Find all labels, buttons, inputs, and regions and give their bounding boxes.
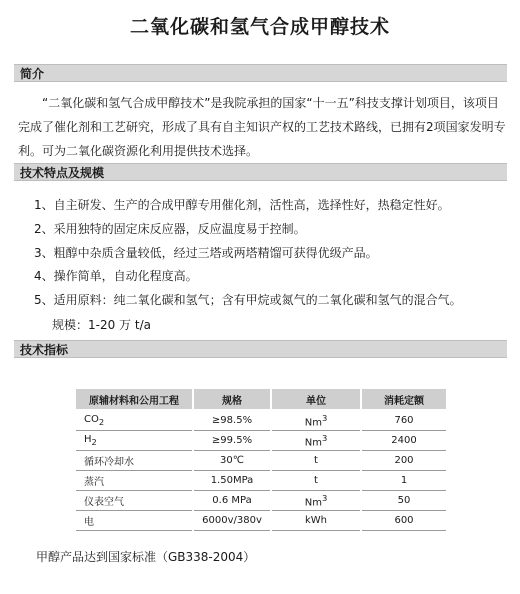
section-header-features: 技术特点及规模 (14, 163, 507, 181)
feature-item: 4、操作简单，自动化程度高。 (34, 269, 198, 283)
spec-cell: 6000v/380v (193, 511, 271, 531)
spec-cell: 30℃ (193, 451, 271, 471)
feature-item: 2、采用独特的固定床反应器，反应温度易于控制。 (34, 222, 306, 236)
superscript: 3 (321, 412, 328, 423)
unit-text: Nm (304, 497, 322, 509)
spec-cell: ≥99.5% (193, 431, 271, 451)
feature-item: 3、粗醇中杂质含量较低，经过三塔或两塔精馏可获得优级产品。 (34, 246, 378, 260)
material-name: 蒸汽 (84, 477, 104, 488)
table-header-row (75, 388, 447, 410)
unit-cell (271, 431, 361, 451)
unit-cell (271, 471, 361, 491)
column-header: 原辅材料和公用工程 (75, 388, 193, 410)
material-name: 仪表空气 (84, 497, 124, 508)
unit-cell (271, 491, 361, 511)
quota-cell: 200 (361, 451, 447, 471)
section-header-intro: 简介 (14, 64, 507, 82)
unit-text: Nm (304, 417, 322, 429)
section-header-indicators: 技术指标 (14, 340, 507, 358)
table-row (75, 451, 447, 471)
table-row (75, 511, 447, 531)
column-header: 规格 (193, 388, 271, 410)
column-header: 消耗定额 (361, 388, 447, 410)
material-cell (75, 431, 193, 451)
feature-item: 1、自主研发、生产的合成甲醇专用催化剂，活性高，选择性好，热稳定性好。 (34, 198, 450, 212)
material-name: 循环冷却水 (84, 457, 134, 468)
material-cell (75, 451, 193, 471)
table-row (75, 491, 447, 511)
spec-cell: ≥98.5% (193, 410, 271, 431)
unit-text: Nm (304, 437, 322, 449)
material-name: CO (84, 414, 99, 425)
material-name: H (84, 434, 92, 445)
standard-note: 甲醇产品达到国家标准（GB338-2004） (36, 550, 256, 564)
intro-paragraph: “二氧化碳和氢气合成甲醇技术”是我院承担的国家“十一五”科技支撑计划项目，该项目完成了催化剂和工艺研究，形成了具有自主知识产权的工艺技术路线，已拥有2项国家发明专利。可为二氧化碳资源化利用提供技术选择。 (18, 96, 506, 158)
unit-cell (271, 511, 361, 531)
unit-cell (271, 410, 361, 431)
superscript: 3 (321, 492, 328, 503)
table-row (75, 471, 447, 491)
material-name: 电 (84, 517, 94, 528)
feature-item: 5、适用原料：纯二氧化碳和氢气；含有甲烷或氮气的二氧化碳和氢气的混合气。 (34, 293, 462, 307)
scale-text: 规模：1-20 万 t/a (52, 318, 151, 332)
quota-cell: 1 (361, 471, 447, 491)
consumption-table (74, 387, 448, 531)
quota-cell: 760 (361, 410, 447, 431)
quota-cell: 600 (361, 511, 447, 531)
quota-cell: 50 (361, 491, 447, 511)
table-row (75, 410, 447, 431)
superscript: 3 (321, 432, 328, 443)
quota-cell: 2400 (361, 431, 447, 451)
page-title: 二氧化碳和氢气合成甲醇技术 (129, 16, 390, 38)
material-cell (75, 511, 193, 531)
subscript: 2 (91, 437, 97, 447)
material-cell (75, 471, 193, 491)
spec-cell: 0.6 MPa (193, 491, 271, 511)
column-header: 单位 (271, 388, 361, 410)
table-row (75, 431, 447, 451)
material-cell (75, 491, 193, 511)
unit-text: t (314, 455, 318, 466)
unit-cell (271, 451, 361, 471)
unit-text: kWh (304, 515, 328, 526)
material-cell (75, 410, 193, 431)
unit-text: t (314, 475, 318, 486)
subscript: 2 (98, 417, 105, 427)
spec-cell: 1.50MPa (193, 471, 271, 491)
